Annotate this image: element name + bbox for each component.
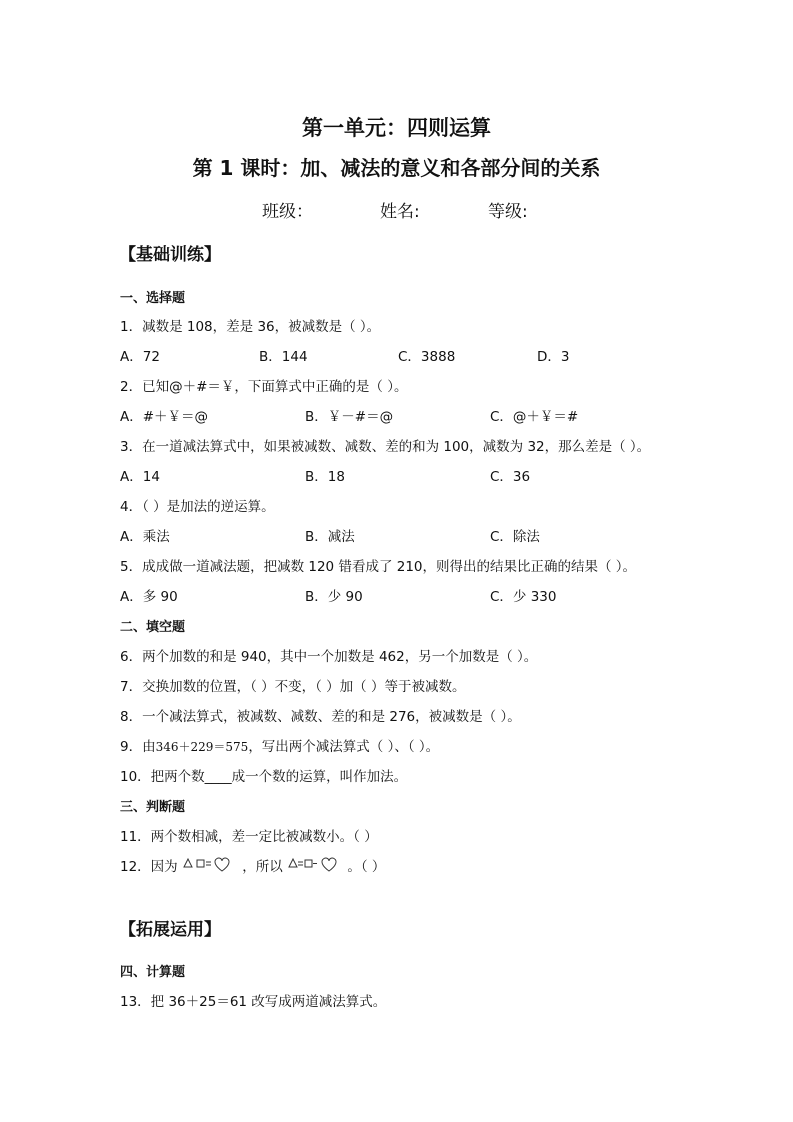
question-9-suffix: ，写出两个减法算式（ ）、（ ）。 <box>248 739 440 755</box>
question-12-suffix: 。（ ） <box>347 859 386 875</box>
question-13: 13．把 36＋25＝61 改写成两道减法算式。 <box>120 994 387 1010</box>
option-3b: B．18 <box>305 469 345 485</box>
section-basic: 【基础训练】 <box>119 245 221 265</box>
option-5b: B．少 90 <box>305 589 363 605</box>
question-7: 7．交换加数的位置，（ ）不变，（ ）加（ ）等于被减数。 <box>120 679 466 695</box>
question-8: 8．一个减法算式，被减数、减数、差的和是 276，被减数是（ ）。 <box>120 709 521 725</box>
option-3a: A．14 <box>120 469 160 485</box>
part-calc: 四、计算题 <box>120 965 186 980</box>
question-11: 11．两个数相减，差一定比被减数小。（ ） <box>120 829 378 845</box>
option-1c: C．3888 <box>398 349 456 365</box>
option-1a: A．72 <box>120 349 160 365</box>
question-9 <box>120 735 439 755</box>
option-2a: A．#＋￥＝@ <box>120 409 209 425</box>
question-2: 2．已知@＋#＝￥，下面算式中正确的是（ ）。 <box>120 379 408 395</box>
option-4a: A．乘法 <box>120 529 170 545</box>
question-12-prefix: 12．因为 <box>120 859 178 875</box>
option-2b: B．￥－#＝@ <box>305 409 394 425</box>
grade-label: 等级: <box>488 202 528 222</box>
question-12-middle: ，所以 <box>242 859 283 875</box>
question-10: 10．把两个数____成一个数的运算，叫作加法。 <box>120 769 408 785</box>
class-label: 班级： <box>262 202 313 222</box>
section-extended: 【拓展运用】 <box>119 920 221 940</box>
option-4c: C．除法 <box>490 529 540 545</box>
triangle-square-heart-symbol-2 <box>287 856 343 878</box>
option-5a: A．多 90 <box>120 589 178 605</box>
option-5c: C．少 330 <box>490 589 557 605</box>
part-judge: 三、判断题 <box>120 800 186 815</box>
triangle-square-heart-symbol <box>182 856 238 878</box>
option-3c: C．36 <box>490 469 531 485</box>
question-3: 3．在一道减法算式中，如果被减数、减数、差的和为 100，减数为 32，那么差是（ ）。 <box>120 439 651 455</box>
page-subtitle: 第 1 课时：加、减法的意义和各部分间的关系 <box>192 156 601 180</box>
part-choice: 一、选择题 <box>120 291 186 306</box>
question-9-equation: 346＋229＝575 <box>155 740 249 754</box>
question-9-prefix: 9．由 <box>120 739 156 755</box>
option-1d: D．3 <box>537 349 570 365</box>
page-title: 第一单元：四则运算 <box>302 116 491 140</box>
question-1: 1．减数是 108，差是 36，被减数是（ ）。 <box>120 319 381 335</box>
option-1b: B．144 <box>259 349 308 365</box>
part-fill: 二、填空题 <box>120 620 186 635</box>
question-12 <box>120 855 385 878</box>
question-4: 4．（ ）是加法的逆运算。 <box>120 499 275 515</box>
option-2c: C．@＋￥＝# <box>490 409 579 425</box>
question-5: 5．成成做一道减法题，把减数 120 错看成了 210，则得出的结果比正确的结果（ ）。 <box>120 559 637 575</box>
name-label: 姓名: <box>380 202 420 222</box>
option-4b: B．减法 <box>305 529 355 545</box>
question-6: 6．两个加数的和是 940，其中一个加数是 462，另一个加数是（ ）。 <box>120 649 538 665</box>
